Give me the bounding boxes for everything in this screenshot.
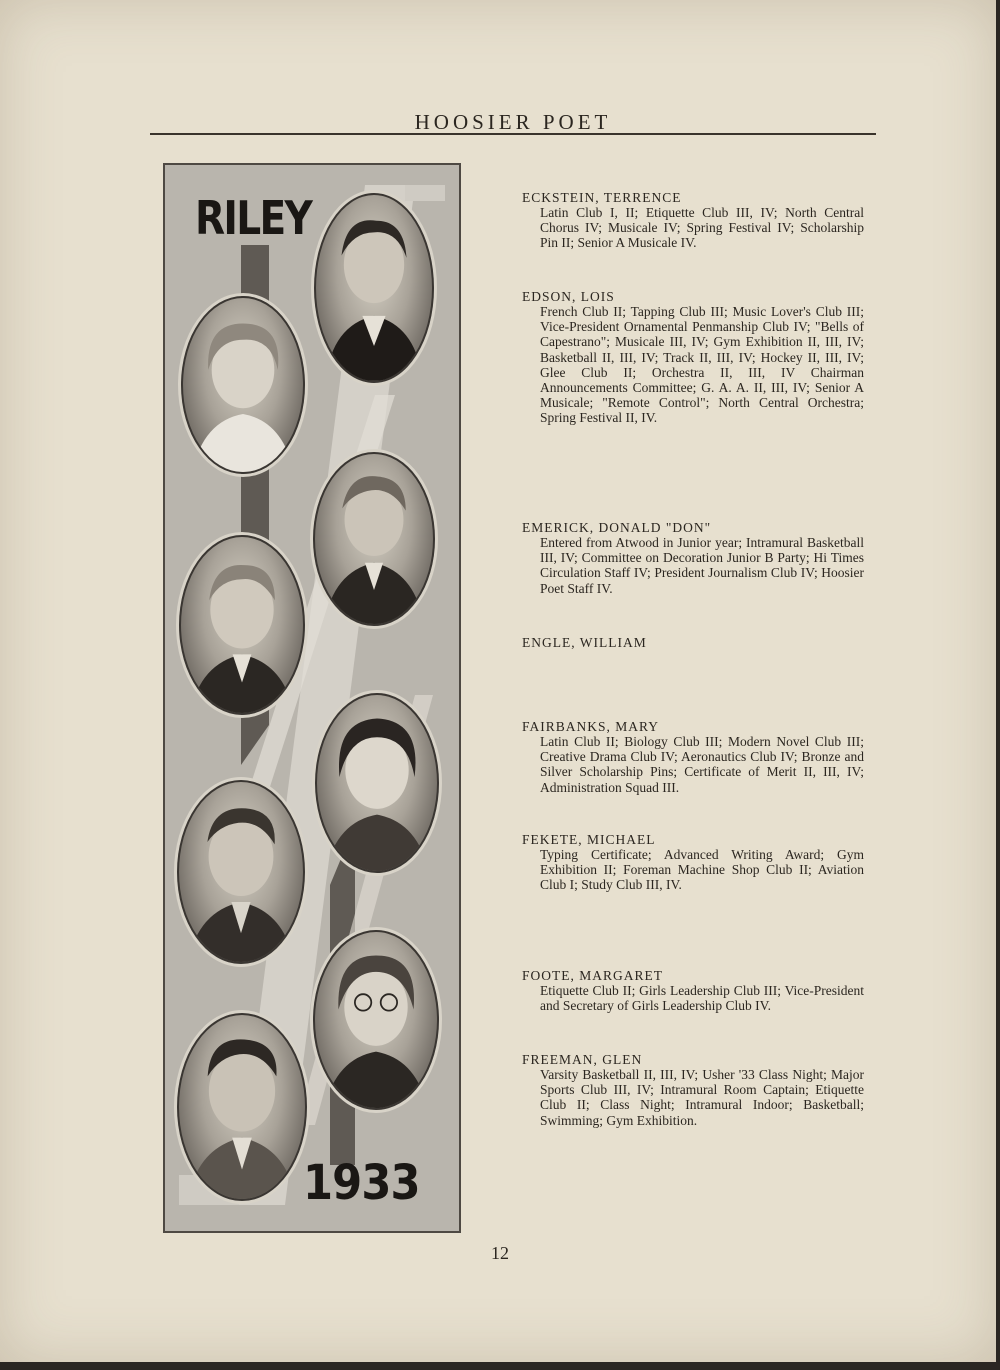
entry-freeman bbox=[522, 1052, 864, 1128]
portrait-engle bbox=[179, 535, 305, 715]
portrait-freeman bbox=[177, 1013, 307, 1201]
student-name: FOOTE, MARGARET bbox=[522, 968, 664, 983]
portrait-silhouette bbox=[179, 1015, 305, 1199]
student-activities: French Club II; Tapping Club III; Music Lover's Club III; Vice-President Ornamental Penmanship Club IV; "Bells of Capestrano"; Musicale III, IV; Gym Exhibition II, III, IV; Basketball II, III, IV; Track II, III, IV; Hockey II, III, IV; Glee Club II; Orchestra II, III, IV Chairman Announcements Committee; G. A. A. II, III, IV; Senior A Musicale; "Remote Control"; North Central Orchestra; Spring Festival II, IV. bbox=[540, 304, 864, 426]
portrait-silhouette bbox=[315, 454, 433, 624]
entry-fairbanks bbox=[522, 719, 864, 795]
photo-panel bbox=[163, 163, 461, 1233]
year-label: 1933 bbox=[303, 1155, 420, 1211]
entry-emerick bbox=[522, 520, 864, 596]
page-header: HOOSIER POET bbox=[414, 110, 612, 134]
portrait-edson bbox=[181, 296, 305, 474]
student-name: FREEMAN, GLEN bbox=[522, 1052, 643, 1067]
portrait-fekete bbox=[177, 780, 305, 964]
portrait-silhouette bbox=[183, 298, 303, 472]
student-name: FAIRBANKS, MARY bbox=[522, 719, 660, 734]
entry-foote bbox=[522, 968, 864, 1013]
entry-engle bbox=[522, 635, 864, 650]
student-activities: Typing Certificate; Advanced Writing Award; Gym Exhibition II; Foreman Machine Shop Club II; Aviation Club I; Study Club III, IV. bbox=[540, 847, 864, 893]
entry-edson bbox=[522, 289, 864, 426]
portrait-silhouette bbox=[317, 695, 437, 871]
student-activities: Latin Club II; Biology Club III; Modern Novel Club III; Creative Drama Club IV; Aeronautics Club IV; Bronze and Silver Scholarship Pins; Certificate of Merit II, III, IV; Administration Squad III. bbox=[540, 734, 864, 795]
portrait-silhouette bbox=[315, 932, 437, 1108]
entry-eckstein bbox=[522, 190, 864, 251]
portrait-emerick bbox=[313, 452, 435, 626]
portrait-foote bbox=[313, 930, 439, 1110]
student-activities: Varsity Basketball II, III, IV; Usher '33 Class Night; Major Sports Club III, IV; Intramural Room Captain; Etiquette Club II; Class Night; Intramural Indoor; Basketball; Swimming; Gym Exhibition. bbox=[540, 1067, 864, 1128]
page-number: 12 bbox=[491, 1243, 509, 1263]
student-activities: Etiquette Club II; Girls Leadership Club III; Vice-President and Secretary of Girls Leadership Club IV. bbox=[540, 983, 864, 1014]
student-name: EMERICK, DONALD "DON" bbox=[522, 520, 712, 535]
entry-fekete bbox=[522, 832, 864, 893]
student-name: FEKETE, MICHAEL bbox=[522, 832, 656, 847]
student-name: ECKSTEIN, TERRENCE bbox=[522, 190, 682, 205]
portrait-fairbanks bbox=[315, 693, 439, 873]
student-name: ENGLE, WILLIAM bbox=[522, 635, 647, 650]
riley-title: RILEY bbox=[195, 191, 312, 245]
header-rule bbox=[150, 133, 876, 135]
student-activities: Entered from Atwood in Junior year; Intramural Basketball III, IV; Committee on Decoration Junior B Party; Hi Times Circulation Staff IV; President Journalism Club IV; Hoosier Poet Staff IV. bbox=[540, 535, 864, 596]
student-activities: Latin Club I, II; Etiquette Club III, IV; North Central Chorus IV; Musicale IV; Spring Festival IV; Scholarship Pin II; Senior A Musicale IV. bbox=[540, 205, 864, 251]
portrait-silhouette bbox=[316, 195, 432, 381]
portrait-silhouette bbox=[179, 782, 303, 962]
student-name: EDSON, LOIS bbox=[522, 289, 615, 304]
portrait-eckstein bbox=[314, 193, 434, 383]
portrait-silhouette bbox=[181, 537, 303, 713]
